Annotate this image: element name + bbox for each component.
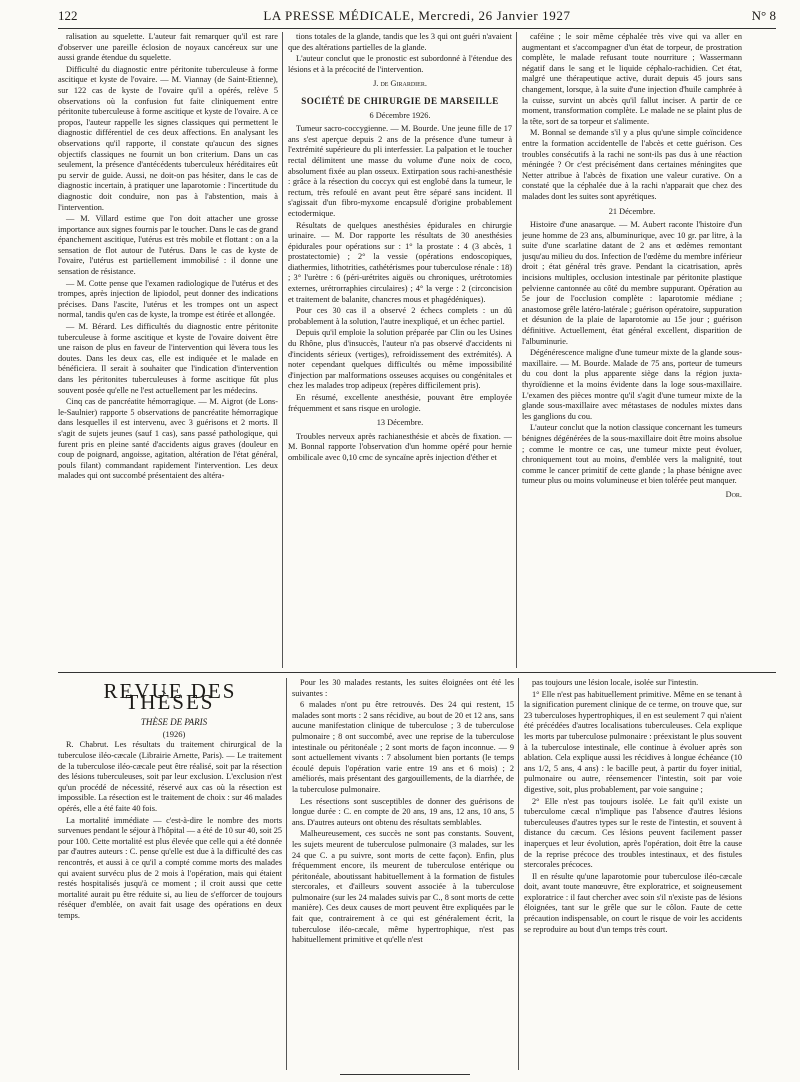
revue-column-3 [524,678,742,1058]
column-divider [516,32,517,668]
top-column-3 [522,32,742,668]
paragraph: Troubles nerveux après rachianesthésie et abcès de fixation. — M. Bonnal rapporte l'observation d'un homme opéré pour hernie ombilicale avec 0,10 cmc de syncaïne après injection d'éther et [288,431,512,462]
session-date: 6 Décembre 1926. [369,110,431,120]
paragraph: tions totales de la glande, tandis que les 3 qui ont guéri n'avaient que des altérations partielles de la glande. [288,32,512,52]
column-divider [286,678,287,1070]
paragraph: 2° Elle n'est pas toujours isolée. Le fait qu'il existe un tuberculome cæcal n'implique pas l'absence d'autres lésions tuberculeuses d'autres types sur le reste de l'intestin, et souvent à distance du cæcum. Ces lésions peuvent facilement passer inaperçues et leur évolution, après l'opération, doit être la cause de la reprise précoce des troubles intestinaux, et des fistules stercorales précoces. [524,796,742,870]
paragraph: Il en résulte qu'une laparotomie pour tuberculose iléo-cæcale doit, avant toute manœuvre, être exploratrice, et soigneusement exploratrice : il faut chercher avec soin s'il n'existe pas de lésions éloignées, tant sur le grêle que sur le côlon. Faute de cette précaution indispensable, on court le risque de voir les accidents se reproduire au bout d'un temps très court. [524,871,742,934]
paragraph: 1° Elle n'est pas habituellement primitive. Même en se tenant à la signification purement clinique de ce terme, on trouve que, sur 23 tuberculoses hypertrophiques, il en est seulement 7 qui n'aient été précédées d'autres localisations tuberculeuses. Cela explique les morts par tuberculose pulmonaire : préexistant le plus souvent à la tuberculose intestinale, elle continue à évoluer après son ablation. Cela explique aussi les récidives à longue échéance (10 ans 1/2, 5 ans, 4 ans) : le bacille peut, à partir du foyer initial, pulmonaire ou autre, réensemencer l'intestin, soit par voie digestive, soit, plus probablement, par voie sanguine ; [524,689,742,794]
column-divider [518,678,519,1070]
top-column-1 [58,32,278,668]
author-signature: J. de Girardier. [373,79,427,89]
page-header [58,6,776,26]
end-rule [340,1074,470,1075]
society-heading: SOCIÉTÉ DE CHIRURGIE DE MARSEILLE [301,95,499,106]
session-date: 13 Décembre. [376,418,424,428]
revue-column-2 [292,678,514,1068]
paragraph: M. Bonnal se demande s'il y a plus qu'une simple coïncidence entre la formation accidentelle de l'abcès et cette guérison. Ces troubles consécutifs à la rachi ne sont-ils pas dus à une réaction méningée ? Or c'est précisément dans certaines méningites que Netter attribue à l'abcès de fixation une valeur curative. On a constaté que la céphalée due à la rachi n'apparait que chez des malades dont les suites sont apyrétiques. [522,128,742,201]
revue-title: REVUE DES THÈSES [103,679,237,714]
paragraph: Malheureusement, ces succès ne sont pas constants. Souvent, les sujets meurent de tuberculose pulmonaire (3 malades, sur les 24 que C. a pu suivre, sont morts de cette façon). Enfin, plus fréquemment encore, ils meurent de tuberculose entérique ou péritonéale, aboutissant habituellement à la formation de fistules stercorales, et d'ailleurs souvent associée à la tuberculose pulmonaire (sur les 24 malades suivis par C., 8 sont morts de cette manière). Ces deux causes de mort peuvent être expliquées par le fait que, contrairement à ce qui est généralement écrit, la tuberculose iléo-cæcale, même hypertrophique, n'est pas habituellement primitive et qu'elle n'est [292,829,514,945]
paragraph: Pour les 30 malades restants, les suites éloignées ont été les suivantes : [292,678,514,698]
paragraph: Résultats de quelques anesthésies épidurales en chirurgie urinaire. — M. Dor rapporte les résultats de 30 anesthésies épidurales pour opérations sur : 1° la prostate : 4 (3 abcès, 1 prostatectomie) ; 2° la vessie (opérations endoscopiques, diathermies, lithotrities, cathétérismes pour tuberculose rénale : 18) ; 3° l'urètre : 6 (péri-urétrites aiguës ou chroniques, urétrotomies externes, urétrorraphies circulaires) ; 4° la verge : 2 (circoncision et traitement de balanite, chancres mous et phagédéniques). [288,220,512,304]
paragraph: — M. Bérard. Les difficultés du diagnostic entre péritonite tuberculeuse à forme ascitique et kyste de l'ovaire doivent être une raison de plus en faveur de l'intervention qui lèvera tous les doutes. Dans les deux cas, elle est indiquée et le malade en bénéficiera. Il serait à souhaiter que l'indication d'intervention dans les péritonites tuberculeuses à forme ascitique fût plus souvent posée qu'elle ne l'est actuellement par les médecins. [58,322,278,395]
thesis-section: THÈSE DE PARIS [140,717,208,728]
session-date: 21 Décembre. [608,206,656,216]
paragraph: L'auteur conclut que la notion classique concernant les tumeurs bénignes dégénérées de la sous-maxillaire doit être moins absolue ; comme le montre ce cas, une tumeur mixte peut évoluer, chroniquement tout au moins, d'emblée vers la malignité, tout comme le cancer primitif de cette glande ; la phase bénigne avec tumeur plus ou moins volumineuse et bien tolérée peut manquer. [522,423,742,486]
paragraph: — M. Villard estime que l'on doit attacher une grosse importance aux signes fournis par le toucher. Dans le cas de grand épanchement ascitique, l'utérus est très mobile et flottant : on a la sensation de flot autour de l'utérus. Dans le cas de kyste de l'ovaire, l'utérus est partiellement immobilisé : il donne une sensation de résistance. [58,214,278,277]
paragraph: Depuis qu'il emploie la solution préparée par Clin ou les Usines du Rhône, plus d'insuccès, l'auteur n'a pas observé d'accidents ni d'incidents sérieux (vertiges), refroidissement des extrémités). A noter cependant quelques difficultés ou même impossibilité d'injection par malformations osseuses acquises ou congénitales et chez les malades trop adipeux (repères difficilement pris). [288,328,512,391]
paragraph: Tumeur sacro-coccygienne. — M. Bourde. Une jeune fille de 17 ans s'est aperçue depuis 2 ans de la présence d'une tumeur à l'extrémité supérieure du pli interfessier. La palpation et le toucher rectal délimitent une masse du volume d'une noix de coco, absolument fixée au plan osseux. Extirpation sous rachi-anesthésie : grâce à la résection du coccyx qui est englobé dans la tumeur, le rectum, très refoulé en avant peut être séparé sans incident. Il s'agissait d'un fibro-myxome encapsulé d'origine probablement ectodermique. [288,124,512,218]
journal-title: LA PRESSE MÉDICALE, Mercredi, 26 Janvier 1927 [263,8,571,23]
paragraph: Histoire d'une anasarque. — M. Aubert raconte l'histoire d'un jeune homme de 23 ans, albuminurique, avec 10 gr. par litre, à la suite d'une scarlatine datant de 2 ans et œdèmes remontant jusqu'au milieu du dos. Infection de l'œdème du membre inférieur droit ; état général très grave. Pendant la cicatrisation, après incisions multiples, occlusion intestinale par péritonite plastique pelvienne cantonnée au côté du membre suppurant. Opération au 5e jour de l'occlusion complète : laparotomie médiane ; anastomose grêle latéro-latérale ; guérison opératoire, suppuration et désunion de la plaie de laparotomie au 15e jour ; guérison définitive. Actuellement, état général excellent, disparition de l'albuminurie. [522,220,742,346]
paragraph: caféine ; le soir même céphalée très vive qui va aller en augmentant et s'accompagner d'un état de torpeur, de prostration complète, le malade refusant toute nourriture ; Wassermann négatif dans le sang et le liquide céphalo-rachidien. Cet état, malgré une thérapeutique active, durait depuis 45 jours sans changement, lorsque, à la suite d'une injection d'huile camphrée à la cuisse, survint un abcès qu'il fallut inciser. A partir de ce moment, transformation complète. Le malade ne se plaint plus de la tête, sort de sa torpeur et s'alimente. [522,32,742,126]
revue-column-1 [58,678,282,1068]
paragraph: Les résections sont susceptibles de donner des guérisons de longue durée : C. en compte de 20 ans, 19 ans, 12 ans, 10 ans, 5 ans. D'autres auteurs ont obtenu des résultats semblables. [292,796,514,827]
column-divider [282,32,283,668]
paragraph: En résumé, excellente anesthésie, pouvant être employée fréquemment et sans risque en urologie. [288,393,512,413]
section-rule [58,672,776,673]
top-column-2 [288,32,512,668]
issue-number: N° 8 [751,8,776,23]
paragraph: 6 malades n'ont pu être retrouvés. Des 24 qui restent, 15 malades sont morts : 2 sans récidive, au bout de 20 et 12 ans, sans aucune manifestation clinique de tuberculose ; 3 de tuberculose pulmonaire ; 8 ont succombé, avec une reprise de la tuberculose intestinale ou péritonéale ; 2 sont morts de façon inconnue. — 9 sont actuellement vivants : 7 absolument bien portants (le temps écoulé depuis l'opération varie entre 19 ans et 6 mois) ; 2 améliorés, mais présentant des gargouillements, de la diarrhée, de la tuberculose pulmonaire. [292,700,514,794]
paragraph: pas toujours une lésion locale, isolée sur l'intestin. [532,678,699,687]
page-number: 122 [58,8,78,23]
paragraph: — M. Cotte pense que l'examen radiologique de l'utérus et des trompes, après injection de lipiodol, peut donner des indications précises. Dans l'ascite, l'utérus et les trompes ont un aspect normal, tandis qu'en cas de kyste, la trompe est étirée et allongée. [58,278,278,320]
paragraph: ralisation au squelette. L'auteur fait remarquer qu'il est rare d'observer une pareille éclosion de noyaux cancéreux sur une aussi grande étendue du squelette. [58,32,278,63]
paragraph: Cinq cas de pancréatite hémorragique. — M. Aigrot (de Lons-le-Saulnier) rapporte 5 observations de pancréatite hémorragique dans lesquelles il est intervenu, avec 3 guérisons et 2 morts. Il s'agit de sujets jeunes (sauf 1 cas), sans passé pathologique, qui furent pris en pleine santé d'accidents aigus graves (douleur en coup de poignard, angoisse, agitation, altération de l'état général, pouls filant) commandant rapidement l'intervention. Les deux malades qui ont succombé présentaient des altéra- [58,397,278,481]
paragraph: Difficulté du diagnostic entre péritonite tuberculeuse à forme ascitique et kyste de l'ovaire. — M. Viannay (de Saint-Etienne), sur 122 cas de kyste de l'ovaire qu'il a opérés, relève 5 observations où la confusion fut faite cliniquement entre péritonite tuberculeuse à forme ascitique et kyste de l'ovaire. A ce propos, l'auteur rappelle les signes classiques qui permettent le diagnostic différentiel de ces deux affections. En analysant les observations qu'il rapporte, il constate qu'aucun des signes objectifs classiques ne fournit un bon criterium. Dans un cas seulement, la présence d'antécédents tuberculeux héréditaires eût pu servir de guide. Aussi, ne doit-on pas hésiter, dans le cas de diagnostic incertain, à pratiquer une laparotomie : l'incertitude du diagnostic doit conduire, non pas à l'abstention, mais à l'intervention. [58,64,278,212]
paragraph: La mortalité immédiate — c'est-à-dire le nombre des morts survenues pendant le séjour à l'hôpital — a été de 10 sur 40, soit 25 pour 100. Cette mortalité est plus élevée que celle qui a été donnée par d'autres auteurs : C. pense qu'elle est due à la difficulté des cas rencontrés, et aussi à ce qu'il a compté comme morts des malades qui avaient survécu plus de 2 mois à l'opération, mais qui étaient restés hospitalisés jusqu'à ce moment ; il croit aussi que cette mortalité aurait pu être réduite si, au lieu de s'efforcer de toujours réséquer d'emblée, on avait fait usage des opérations en deux temps. [58,815,282,920]
paragraph: R. Chabrut. Les résultats du traitement chirurgical de la tuberculose iléo-cæcale (Librairie Arnette, Paris). — Le traitement de la tuberculose iléo-cæcale peut être réalisé, soit par la résection des lésions tuberculeuses, soit par leur exclusion. L'exclusion n'est qu'un procédé de nécessité, réservé aux cas où la résection est impossible. La résection est le traitement de choix : sur 46 malades opérés, elle a été faite 40 fois. [58,740,282,813]
author-signature: Dor. [725,489,742,499]
paragraph: Dégénérescence maligne d'une tumeur mixte de la glande sous-maxillaire. — M. Bourde. Malade de 75 ans, porteur de tumeurs du cou dont la plus apparente siège dans la région juxta-thyroïdienne et la moins évidente dans la loge sous-maxillaire. L'examen des pièces montre qu'il s'agit d'une tumeur mixte de la glande sous-maxillaire avec métastases de nodules mixtes dans les ganglions du cou. [522,348,742,421]
paragraph: Pour ces 30 cas il a observé 2 échecs complets : un dû probablement à la solution, l'autre inexpliqué, et un échec partiel. [288,306,512,326]
thesis-year: (1926) [162,728,186,739]
header-rule [58,28,776,29]
paragraph: L'auteur conclut que le pronostic est subordonné à l'étendue des lésions et à la précocité de l'intervention. [288,54,512,74]
